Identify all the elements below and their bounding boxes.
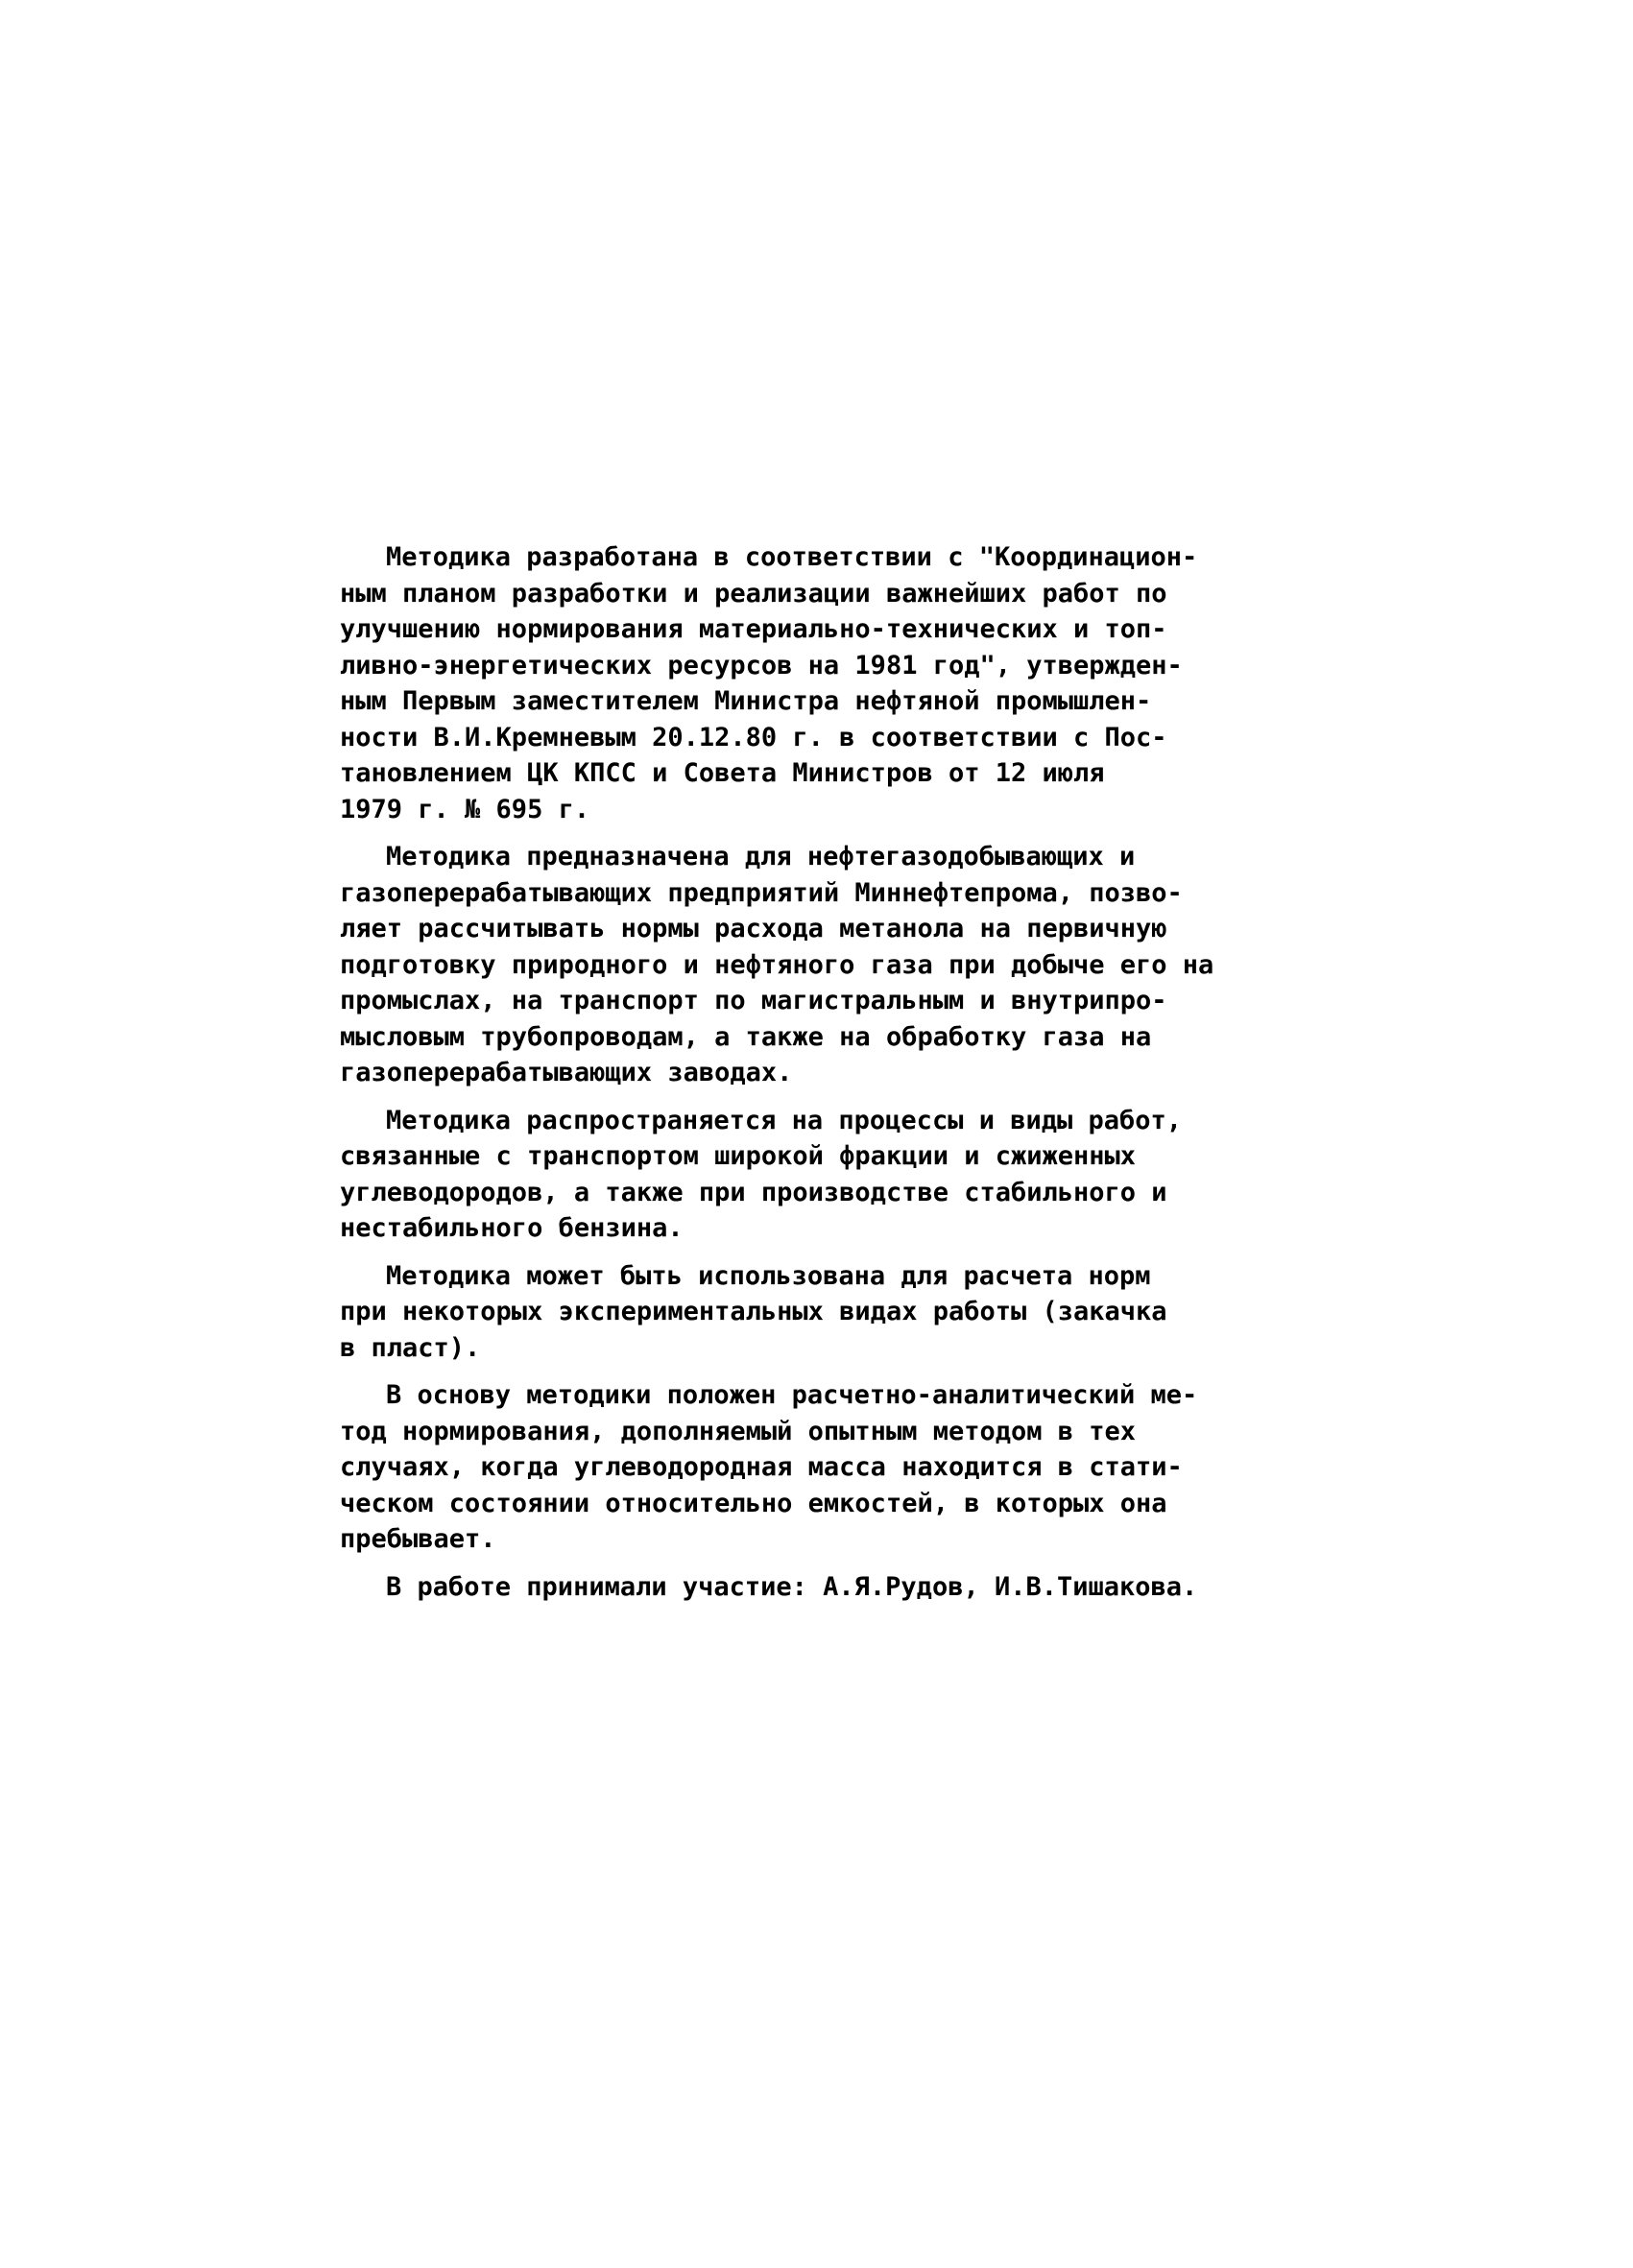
text-line: тановлением ЦК КПСС и Совета Министров от 12 июля [340,758,1105,788]
text-line: промыслах, на транспорт по магистральным и внутрипро- [340,986,1167,1015]
paragraph-5 [340,1377,1279,1558]
text-line: при некоторых экспериментальных видах работы (закачка [340,1297,1167,1326]
text-line: ности В.И.Кремневым 20.12.80 г. в соответствии с Пос- [340,722,1167,752]
text-line: Методика может быть использована для расчета норм [386,1260,1151,1291]
text-line: 1979 г. № 695 г. [340,794,590,824]
text-line: В основу методики положен расчетно-аналитический ме- [386,1380,1198,1410]
text-line: Методика разработана в соответствии с "Координацион- [386,542,1198,572]
text-line: пребывает. [340,1524,496,1554]
text-line: В работе принимали участие: А.Я.Рудов, И.В.Тишакова. [386,1571,1198,1602]
document-body [340,539,1279,1616]
text-line: Методика предназначена для нефтегазодобывающих и [386,842,1136,871]
paragraph-6 [386,1569,1279,1606]
text-line: нестабильного бензина. [340,1213,684,1243]
text-line: улучшению нормирования материально-технических и топ- [340,614,1167,644]
text-line: ным Первым заместителем Министра нефтяной промышлен- [340,686,1152,716]
text-line: тод нормирования, дополняемый опытным методом в тех [340,1416,1137,1446]
text-line: ливно-энергетических ресурсов на 1981 год", утвержден- [340,650,1183,680]
text-line: ческом состоянии относительно емкостей, в которых она [340,1488,1167,1518]
paragraph-4 [340,1258,1279,1367]
text-line: ным планом разработки и реализации важнейших работ по [340,578,1167,609]
text-line: углеводородов, а также при производстве стабильного и [340,1177,1167,1207]
text-line: ляет рассчитывать нормы расхода метанола на первичную [340,914,1167,943]
paragraph-2 [340,839,1279,1091]
text-line: связанные с транспортом широкой фракции и сжиженных [340,1141,1137,1171]
text-line: подготовку природного и нефтяного газа при добыче его на [340,949,1214,980]
text-line: случаях, когда углеводородная масса находится в стати- [340,1452,1183,1482]
paragraph-3 [340,1103,1279,1247]
text-line: газоперерабатывающих предприятий Миннефтепрома, позво- [340,877,1183,908]
paragraph-1 [340,539,1279,827]
text-line: мысловым трубопроводам, а также на обработку газа на [340,1021,1152,1052]
text-line: газоперерабатывающих заводах. [340,1058,793,1087]
text-line: Методика распространяется на процессы и виды работ, [386,1105,1183,1135]
text-line: в пласт). [340,1332,481,1363]
